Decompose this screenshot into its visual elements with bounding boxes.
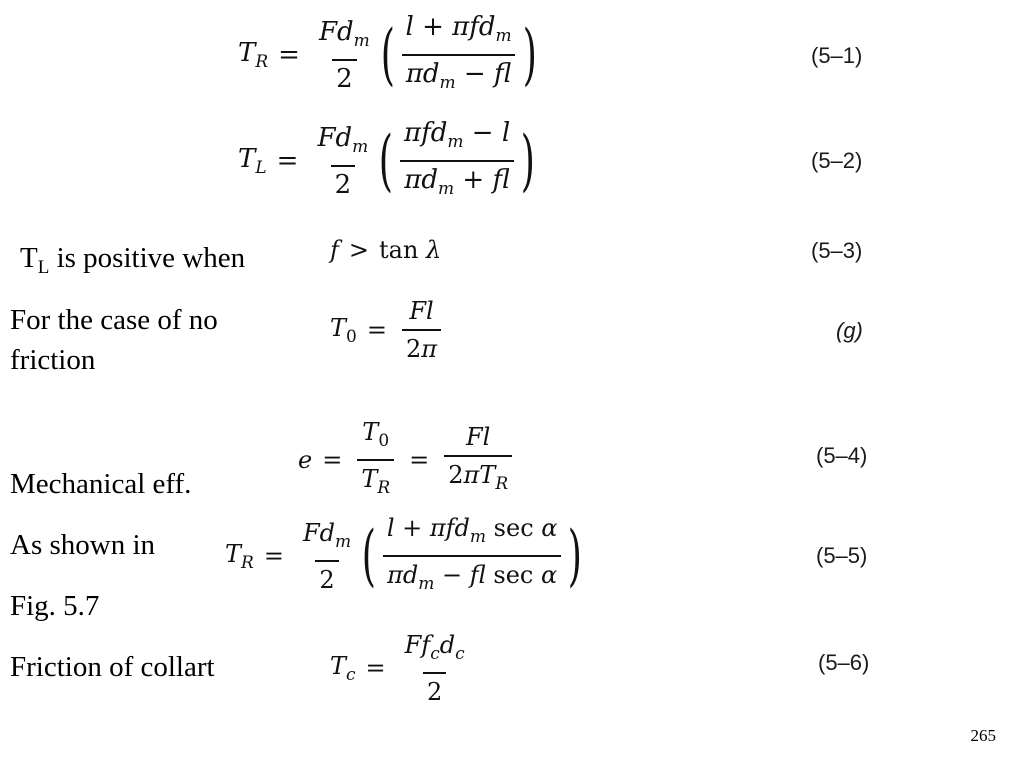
equation-number-5-5: (5–5) xyxy=(816,543,868,568)
mechanical-eff-label: Mechanical eff. xyxy=(10,468,192,500)
equation-number-5-6: (5–6) xyxy=(818,650,870,675)
page-number: 265 xyxy=(970,726,996,745)
equation-5-2: $T_L$ = $\frac{Fd_m}{2}$ ( $\frac{\pi fd_m - l}{\pi d_m + fl}$ ) xyxy=(238,120,537,202)
equation-5-1: $T_R$ = $\frac{Fd_m}{2}$ ( $\frac{l + \pi fd_m}{\pi d_m - fl}$ ) xyxy=(238,14,538,96)
equation-5-4: e = $\frac{T_0}{T_R}$ = $\frac{Fl}{2\pi T_R}$ xyxy=(298,420,517,500)
equation-g: $T_0$ = $\frac{Fl}{2\pi}$ xyxy=(330,290,446,370)
equation-number-5-1: (5–1) xyxy=(811,43,863,68)
friction-collar-label: Friction of collart xyxy=(10,651,215,683)
fig-ref-label: Fig. 5.7 xyxy=(10,590,100,622)
equation-number-5-4: (5–4) xyxy=(816,443,868,468)
tl-positive-label xyxy=(20,238,245,278)
as-shown-in-label: As shown in xyxy=(10,529,156,561)
equation-5-6: $T_c$ = $\frac{Ff_cd_c}{2}$ xyxy=(330,630,465,706)
tl-subscript: L xyxy=(37,257,50,278)
equation-5-5: $T_R$ = $\frac{Fd_m}{2}$ ( $\frac{l + \pi fd_m \sec \alpha}{\pi d_m - fl \sec \alpha}$ ) xyxy=(225,515,584,597)
no-friction-label-line2: friction xyxy=(10,344,96,376)
equation-5-3: f > tan λ xyxy=(330,236,442,264)
no-friction-label-line1: For the case of no xyxy=(10,304,218,336)
equation-number-g: (g) xyxy=(836,318,863,343)
tl-positive-text: is positive when xyxy=(49,242,246,274)
equation-number-5-3: (5–3) xyxy=(811,238,863,263)
tl-symbol: T xyxy=(20,242,38,274)
equation-number-5-2: (5–2) xyxy=(811,148,863,173)
